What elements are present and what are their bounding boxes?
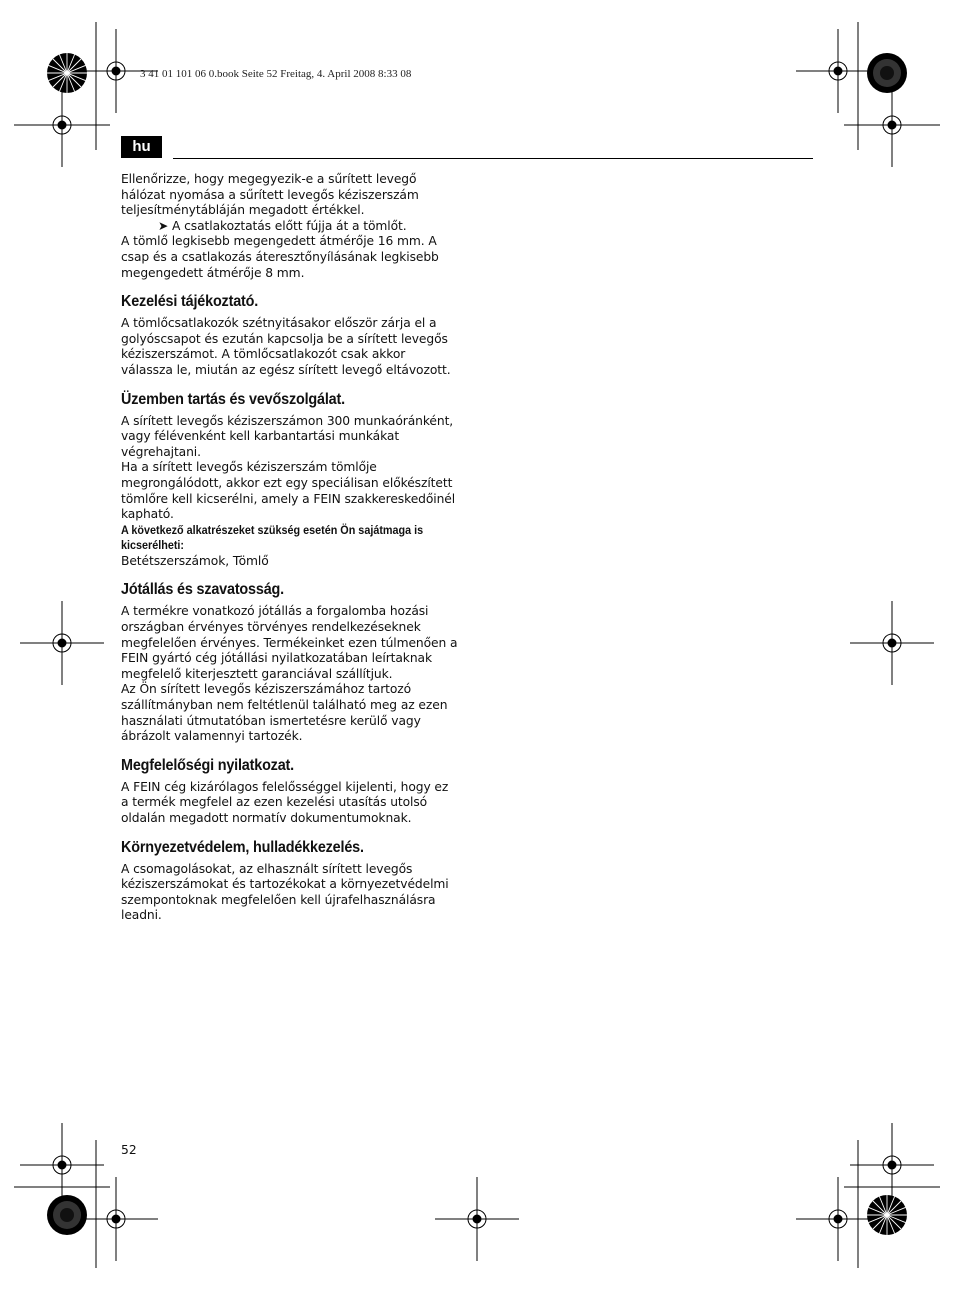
bullet-item: ➤ A csatlakoztatás előtt fújja át a tömlőt.: [158, 218, 407, 233]
paragraph: Az Ön sírített levegős kéziszerszámához tartozó szállítmányban nem feltétlenül található meg az ezen használati útmutatóban ismertetésre kerülő vagy ábrázolt valamennyi tartozék.: [121, 682, 448, 744]
registration-mark: [74, 1177, 158, 1261]
section-heading: Megfelelőségi nyilatkozat.: [121, 756, 294, 774]
section-heading: Üzemben tartás és vevőszolgálat.: [121, 390, 345, 408]
header-rule: [173, 158, 813, 159]
language-badge: hu: [121, 136, 162, 158]
star-target: [47, 1195, 87, 1235]
paragraph: A sírített levegős kéziszerszámon 300 munkaóránként, vagy félévenként kell karbantartási munkákat végrehajtani.: [121, 413, 454, 459]
registration-mark: [435, 1177, 519, 1261]
file-info-header: 3 41 01 101 06 0.book Seite 52 Freitag, 4. April 2008 8:33 08: [140, 68, 412, 80]
paragraph: A tömlőcsatlakozók szétnyitásakor először zárja el a golyóscsapot és ezután kapcsolja be a sírített levegős kéziszerszámot. A tömlőcsatlakozót csak akkor válassza le, miután az egész sírített levegő eltávozott.: [121, 316, 451, 377]
bold-note: A következő alkatrészeket szükség esetén Ön sajátmaga is: [121, 522, 424, 537]
page-number: 52: [121, 1143, 137, 1157]
text-column: [121, 172, 459, 924]
registration-mark: [20, 1123, 104, 1207]
paragraph: Betétszerszámok, Tömlő: [121, 553, 269, 568]
paragraph: Ellenőrizze, hogy megegyezik-e a sűrített levegő hálózat nyomása a sűrített levegős kéziszerszám teljesítménytábláján megadott értékkel.: [121, 172, 419, 218]
paragraph: Ha a sírített levegős kéziszerszám tömlője megrongálódott, akkor ezt egy speciálisan előkészített tömlőre kell kicserélni, amely a FEIN szakkereskedőinél kapható.: [121, 460, 456, 522]
registration-mark: [20, 601, 104, 685]
paragraph: A termékre vonatkozó jótállás a forgalomba hozási országban érvényes törvényes rendelkezéseknek megfelelően érvényes. Termékeinket ezen túlmenően a FEIN gyártó cég jótállási nyilatkozatában leírtaknak megfelelő kiterjesztett garanciával szállítjuk.: [121, 604, 458, 681]
paragraph: A csomagolásokat, az elhasznált sírített levegős kéziszerszámokat és tartozékokat a környezetvédelmi szempontoknak megfelelően kell újrafelhasználásra leadni.: [121, 861, 449, 923]
paragraph: A FEIN cég kizárólagos felelősséggel kijelenti, hogy ez a termék megfelel az ezen kezelési utasítás utolsó oldalán megadott normatív dokumentumoknak.: [121, 779, 449, 825]
paragraph: A tömlő legkisebb megengedett átmérője 16 mm. A csap és a csatlakozás áteresztőnyílásának legkisebb megengedett átmérője 8 mm.: [121, 234, 439, 280]
bold-note: kicserélheti:: [121, 538, 185, 553]
registration-mark: [20, 83, 104, 167]
registration-mark: [796, 1177, 880, 1261]
section-heading: Kezelési tájékoztató.: [121, 293, 259, 311]
registration-mark: [850, 1123, 934, 1207]
registration-mark: [850, 601, 934, 685]
star-target: [867, 53, 907, 93]
registration-mark: [850, 83, 934, 167]
star-target: [47, 53, 87, 93]
section-heading: Környezetvédelem, hulladékkezelés.: [121, 838, 364, 856]
star-target: [867, 1195, 907, 1235]
section-heading: Jótállás és szavatosság.: [121, 581, 284, 599]
